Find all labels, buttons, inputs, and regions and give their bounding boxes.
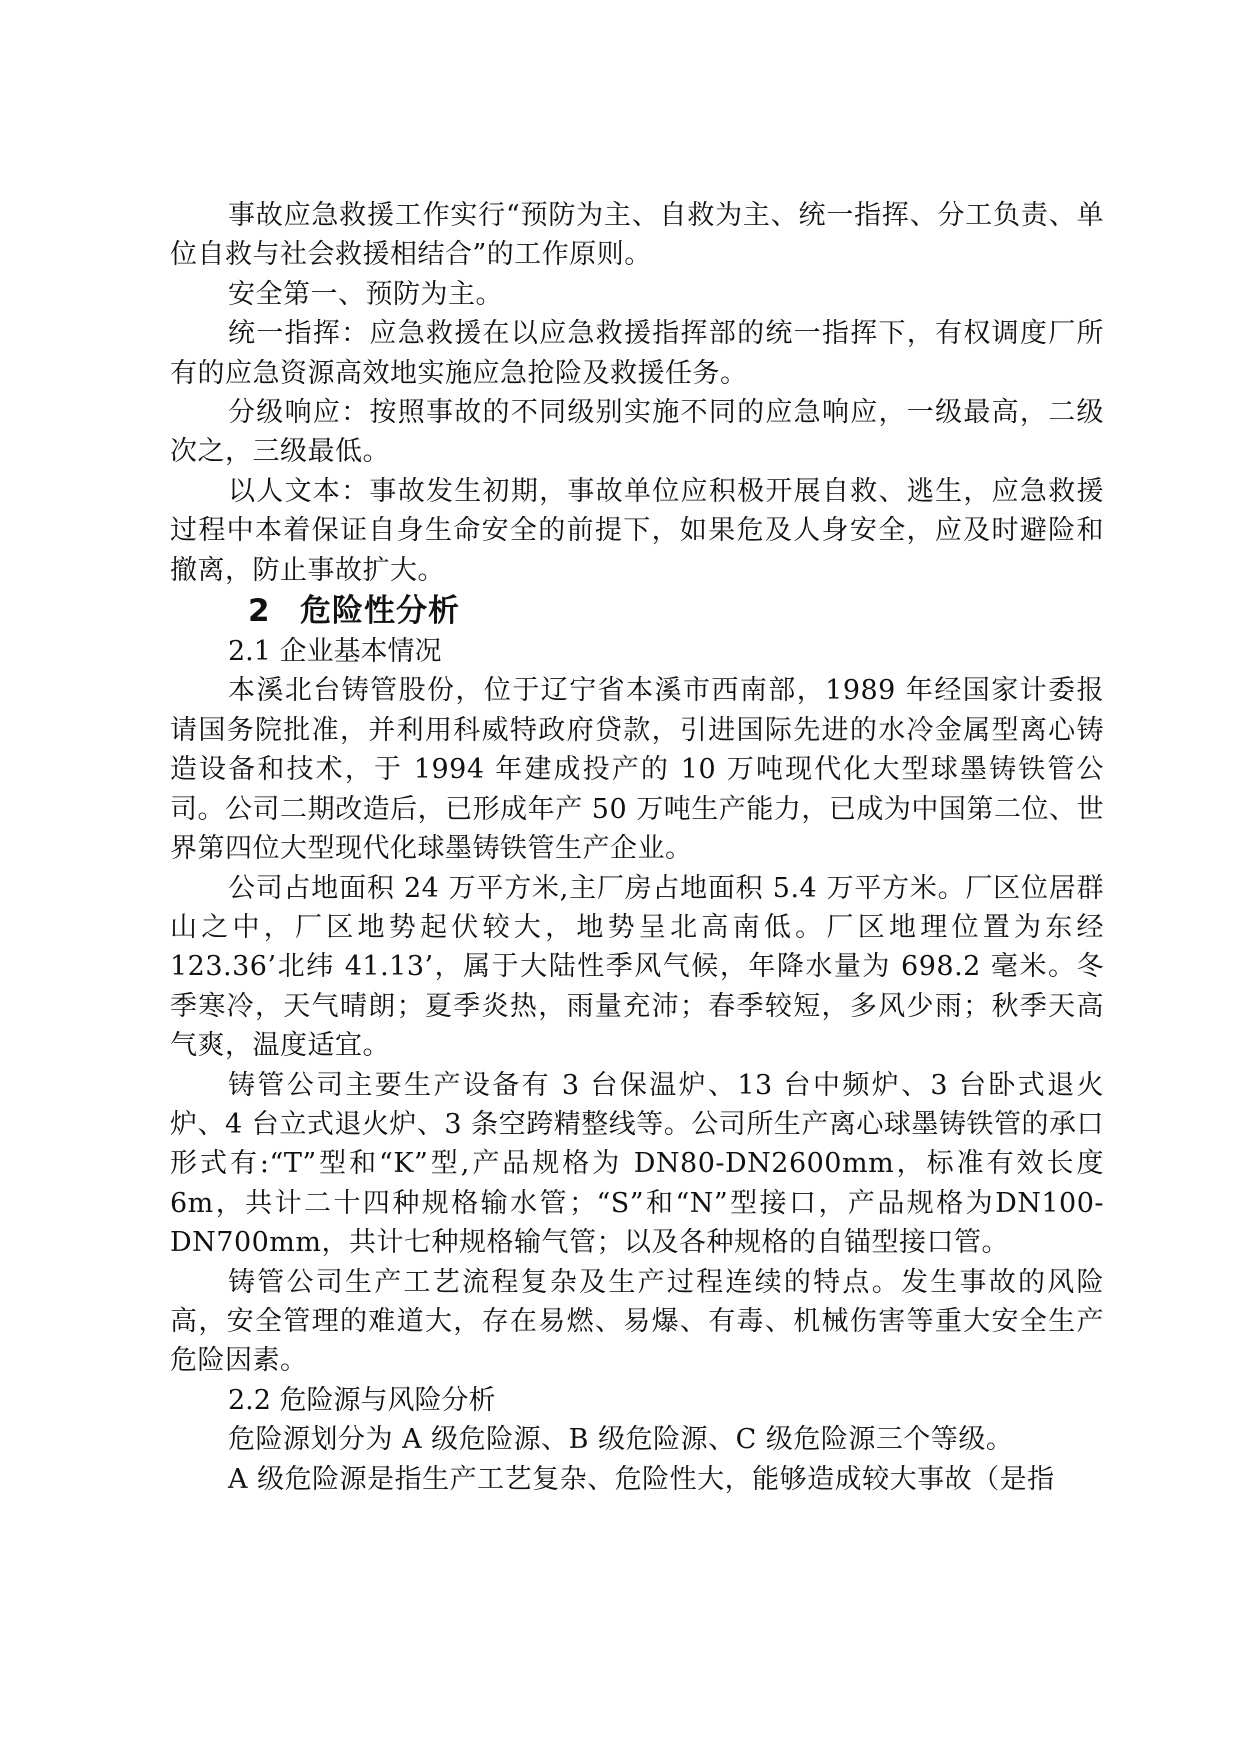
section-number: 2 bbox=[248, 593, 271, 630]
paragraph-graded-response: 分级响应：按照事故的不同级别实施不同的应急响应，一级最高，二级次之，三级最低。 bbox=[170, 397, 1104, 468]
subsection-heading-2-1: 2.1 企业基本情况 bbox=[228, 636, 442, 668]
paragraph-site-geography: 公司占地面积 24 万平方米,主厂房占地面积 5.4 万平方米。厂区位居群山之中，厂区地势起伏较大，地势呈北高南低。厂区地理位置为东经123.36’北纬 41.13’，属于大陆性季风气候，年降水量为 698.2 毫米。冬季寒冷，天气晴朗；夏季炎热，雨量充沛；春季较短，多风少雨；秋季天高气爽，温度适宜。 bbox=[170, 872, 1104, 1062]
paragraph-hazard-levels: 危险源划分为 A 级危险源、B 级危险源、C 级危险源三个等级。 bbox=[228, 1424, 1014, 1456]
paragraph-equipment: 铸管公司主要生产设备有 3 台保温炉、13 台中频炉、3 台卧式退火炉、4 台立式退火炉、3 条空跨精整线等。公司所生产离心球墨铸铁管的承口形式有:“T”型和“K”型,产品规格为 DN80-DN2600mm，标准有效长度 6m，共计二十四种规格输水管；“S”和“N”型接口，产品规格为DN100-DN700mm，共计七种规格输气管；以及各种规格的自锚型接口管。 bbox=[170, 1069, 1104, 1259]
paragraph-risk-summary: 铸管公司生产工艺流程复杂及生产过程连续的特点。发生事故的风险高，安全管理的难道大，存在易燃、易爆、有毒、机械伤害等重大安全生产危险因素。 bbox=[170, 1266, 1104, 1377]
paragraph-level-a-definition: A 级危险源是指生产工艺复杂、危险性大，能够造成较大事故（是指 bbox=[228, 1463, 1055, 1495]
paragraph-company-overview: 本溪北台铸管股份，位于辽宁省本溪市西南部，1989 年经国家计委报请国务院批准，并利用科威特政府贷款，引进国际先进的水冷金属型离心铸造设备和技术，于 1994 年建成投产的 10 万吨现代化大型球墨铸铁管公司。公司二期改造后，已形成年产 50 万吨生产能力，已成为中国第二位、世界第四位大型现代化球墨铸铁管生产企业。 bbox=[170, 675, 1104, 865]
paragraph-principles: 事故应急救援工作实行“预防为主、自救为主、统一指挥、分工负责、单位自救与社会救援相结合”的工作原则。 bbox=[170, 200, 1104, 271]
subsection-heading-2-2: 2.2 危险源与风险分析 bbox=[228, 1384, 496, 1416]
paragraph-safety-first: 安全第一、预防为主。 bbox=[228, 278, 503, 310]
paragraph-people-oriented: 以人文本：事故发生初期，事故单位应积极开展自救、逃生，应急救援过程中本着保证自身生命安全的前提下，如果危及人身安全，应及时避险和撤离，防止事故扩大。 bbox=[170, 475, 1104, 586]
paragraph-unified-command: 统一指挥：应急救援在以应急救援指挥部的统一指挥下，有权调度厂所有的应急资源高效地实施应急抢险及救援任务。 bbox=[170, 318, 1104, 389]
section-title: 危险性分析 bbox=[300, 593, 460, 630]
section-heading-2 bbox=[170, 590, 1104, 632]
document-body bbox=[170, 196, 1104, 1499]
